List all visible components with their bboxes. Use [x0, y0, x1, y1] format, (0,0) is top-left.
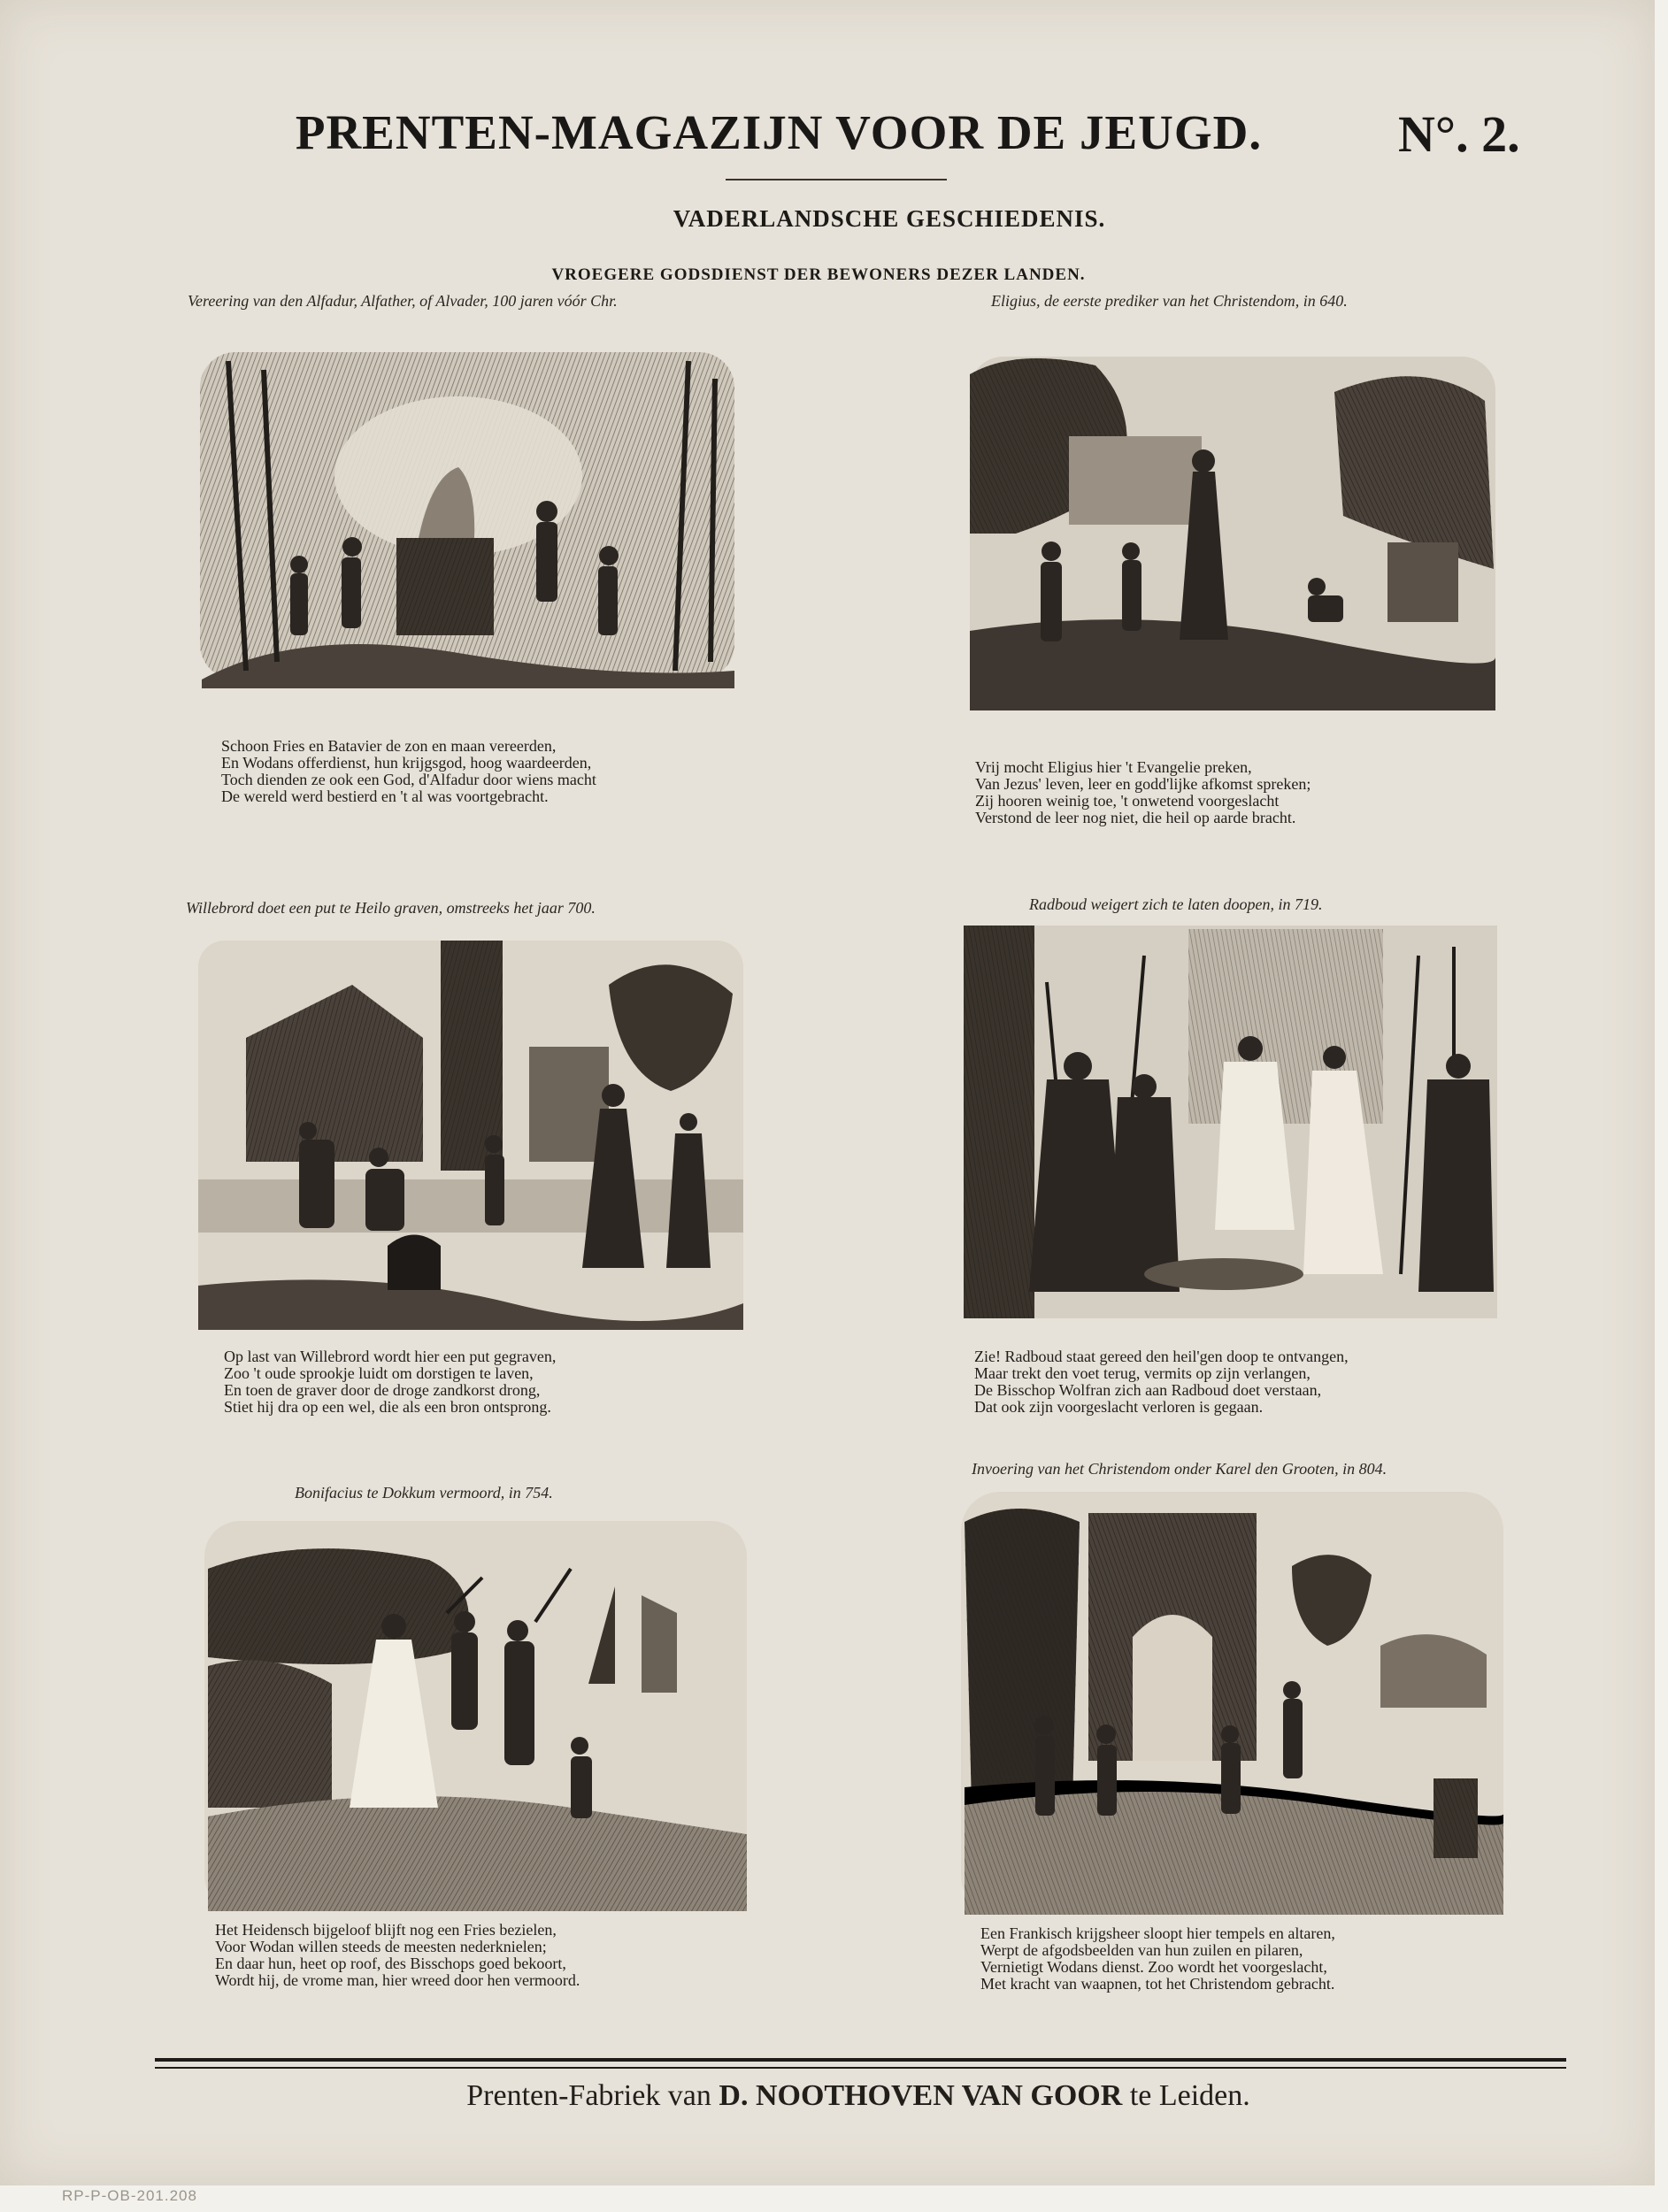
verse-line: Het Heidensch bijgeloof blijft nog een Fries bezielen,	[215, 1921, 557, 1939]
panel-caption-willebrord: Willebrord doet een put te Heilo graven, omstreeks het jaar 700.	[186, 899, 596, 917]
publisher-imprint	[159, 2079, 1557, 2113]
verse-line: Zoo 't oude sprookje luidt om dorstigen te laven,	[224, 1364, 534, 1382]
woodcut-bonifacius-murder	[199, 1516, 752, 1916]
panel-caption-karel: Invoering van het Christendom onder Karel den Grooten, in 804.	[972, 1460, 1387, 1478]
woodcut-willebrord-well	[193, 932, 749, 1339]
verse-line: Toch dienden ze ook een God, d'Alfadur door wiens macht	[221, 771, 596, 788]
panel-caption-radboud: Radboud weigert zich te laten doopen, in 719.	[1029, 895, 1323, 913]
woodcut-karel-christianisation	[956, 1486, 1509, 1920]
verse-line: Voor Wodan willen steeds de meesten nederknielen;	[215, 1938, 547, 1955]
verse-line: Stiet hij dra op een wel, die als een bron ontsprong.	[224, 1398, 551, 1416]
verse-line: Vrij mocht Eligius hier 't Evangelie preken,	[975, 758, 1252, 776]
verse-line: En daar hun, heet op roof, des Bisschops goed bekoort,	[215, 1955, 566, 1972]
woodcut-eligius-preaching	[963, 339, 1503, 725]
verse-line: Van Jezus' leven, leer en godd'lijke afkomst spreken;	[975, 775, 1311, 793]
verse-line: Schoon Fries en Batavier de zon en maan vereerden,	[221, 737, 557, 755]
verse-line: Zie! Radboud staat gereed den heil'gen doop te ontvangen,	[974, 1348, 1349, 1365]
series-subtitle: VADERLANDSCHE GESCHIEDENIS.	[673, 205, 1106, 232]
verse-line: Maar trekt den voet terug, vermits op zijn verlangen,	[974, 1364, 1311, 1382]
verse-bonifacius	[215, 1922, 580, 1989]
verse-line: En toen de graver door de droge zandkorst drong,	[224, 1381, 541, 1399]
verse-line: Met kracht van waapnen, tot het Christendom gebracht.	[980, 1975, 1335, 1993]
title-divider	[726, 179, 947, 180]
footer-rule-thick	[155, 2058, 1566, 2062]
verse-line: Zij hooren weinig toe, 't onwetend voorgeslacht	[975, 792, 1280, 810]
verse-line: Een Frankisch krijgsheer sloopt hier tempels en altaren,	[980, 1924, 1335, 1942]
panel-caption-alfadur: Vereering van den Alfadur, Alfather, of Alvader, 100 jaren vóór Chr.	[188, 292, 618, 310]
woodcut-alfadur-worship	[193, 334, 742, 697]
imprint-publisher-name: D. NOOTHOVEN VAN GOOR	[719, 2079, 1123, 2112]
imprint-prefix: Prenten-Fabriek van	[466, 2079, 719, 2112]
imprint-suffix: te Leiden.	[1122, 2079, 1250, 2112]
issue-number: N°. 2.	[1398, 105, 1520, 163]
verse-line: Werpt de afgodsbeelden van hun zuilen en pilaren,	[980, 1941, 1303, 1959]
verse-alfadur	[221, 738, 596, 805]
verse-line: Op last van Willebrord wordt hier een put gegraven,	[224, 1348, 557, 1365]
panel-caption-bonifacius: Bonifacius te Dokkum vermoord, in 754.	[295, 1484, 553, 1502]
verse-line: Dat ook zijn voorgeslacht verloren is gegaan.	[974, 1398, 1264, 1416]
section-heading: VROEGERE GODSDIENST DER BEWONERS DEZER LANDEN.	[551, 265, 1086, 284]
verse-line: De wereld werd bestierd en 't al was voortgebracht.	[221, 787, 549, 805]
page-title: PRENTEN-MAGAZIJN VOOR DE JEUGD.	[295, 105, 1263, 159]
verse-line: De Bisschop Wolfran zich aan Radboud doet verstaan,	[974, 1381, 1322, 1399]
verse-line: En Wodans offerdienst, hun krijgsgod, hoog waardeerden,	[221, 754, 592, 772]
woodcut-radboud-baptism	[958, 920, 1503, 1324]
verse-line: Vernietigt Wodans dienst. Zoo wordt het voorgeslacht,	[980, 1958, 1327, 1976]
verse-karel	[980, 1925, 1335, 1993]
footer-rule-thin	[155, 2067, 1566, 2069]
archive-inventory-mark: RP-P-OB-201.208	[62, 2187, 197, 2204]
verse-line: Wordt hij, de vrome man, hier wreed door hen vermoord.	[215, 1971, 580, 1989]
verse-line: Verstond de leer nog niet, die heil op aarde bracht.	[975, 809, 1296, 826]
verse-willebrord	[224, 1348, 556, 1416]
panel-caption-eligius: Eligius, de eerste prediker van het Christendom, in 640.	[991, 292, 1348, 310]
verse-radboud	[974, 1348, 1349, 1416]
verse-eligius	[975, 759, 1311, 826]
